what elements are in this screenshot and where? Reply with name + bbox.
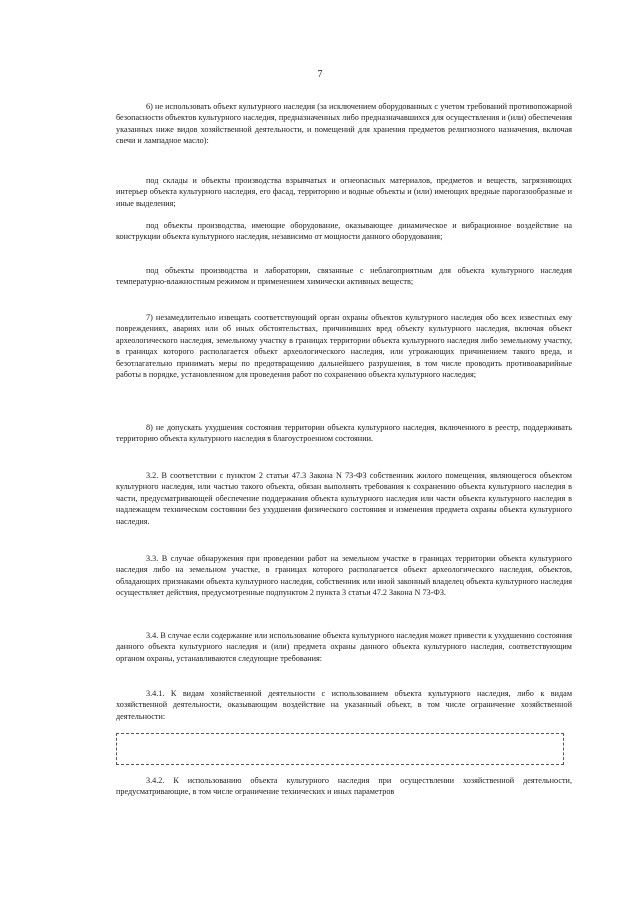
paragraph-7: 7) незамедлительно извещать соответствующий орган охраны объектов культурного наследия обо всех известных ему повреждениях, авариях или об иных обстоятельствах, причинивших вред объекту культурного наследия, включая объект археологического наследия, земельному участку в границах территории объекта культурного наследия либо земельному участку, в границах которого располагается объект археологического наследия, или угрожающих причинением такого вреда, и безотлагательно принимать меры по предотвращению дальнейшего разрушения, в том числе проводить противоаварийные работы в порядке, установленном для проведения работ по сохранению объекта культурного наследия; (116, 313, 572, 380)
paragraph-warehouses: под склады и объекты производства взрывчатых и огнеопасных материалов, предметов и веществ, загрязняющих интерьер объекта культурного наследия, его фасад, территорию и водные объекты и (или) имеющих вредные парогазообразные и иные выделения; (116, 176, 572, 208)
paragraph-production-vibration: под объекты производства, имеющие оборудование, оказывающее динамическое и вибрационное воздействие на конструкции объекта культурного наследия, независимо от мощности данного оборудования; (116, 221, 572, 242)
page-number: 7 (317, 69, 323, 80)
paragraph-6: 6) не использовать объект культурного наследия (за исключением оборудованных с учетом требований противопожарной безопасности объектов культурного наследия, предназначенных либо предназначавшихся для осуществления и (или) обеспечения указанных ниже видов хозяйственной деятельности, и помещений для хранения предметов религиозного назначения, включая свечи и лампадное масло): (116, 102, 572, 146)
paragraph-8: 8) не допускать ухудшения состояния территории объекта культурного наследия, включенного в реестр, поддерживать территорию объекта культурного наследия в благоустроенном состоянии. (116, 423, 572, 444)
paragraph-3-4-1: 3.4.1. К видам хозяйственной деятельности с использованием объекта культурного наследия, либо к видам хозяйственной деятельности, оказывающим воздействие на указанный объект, в том числе ограничение хозяйственной деятельности: (116, 689, 572, 721)
paragraph-3-3: 3.3. В случае обнаружения при проведении работ на земельном участке в границах территории объекта культурного наследия либо на земельном участке, в границах которого располагается объект археологического наследия, объектов, обладающих признаками объекта культурного наследия, собственник или иной законный владелец объекта культурного наследия осуществляет действия, предусмотренные подпунктом 2 пункта 3 статьи 47.2 Закона N 73-ФЗ. (116, 554, 572, 598)
paragraph-laboratories: под объекты производства и лаборатории, связанные с неблагоприятным для объекта культурного наследия температурно-влажностным режимом и применением химически активных веществ; (116, 266, 572, 287)
paragraph-3-4-2: 3.4.2. К использованию объекта культурного наследия при осуществлении хозяйственной деятельности, предусматривающие, в том числе ограничение технических и иных параметров (116, 776, 572, 797)
paragraph-3-4: 3.4. В случае если содержание или использование объекта культурного наследия может привести к ухудшению состояния данного объекта культурного наследия и (или) предмета охраны данного объекта культурного наследия, соответствующим органом охраны, устанавливаются следующие требования: (116, 631, 572, 663)
paragraph-3-2: 3.2. В соответствии с пунктом 2 статьи 47.3 Закона N 73-ФЗ собственник жилого помещения, являющегося объектом культурного наследия, или частью такого объекта, обязан выполнять требования к сохранению объекта культурного наследия в части, предусматривающей обеспечение поддержания объекта культурного наследия или части объекта культурного наследия в надлежащем техническом состоянии без ухудшения физического состояния и изменения предмета охраны объекта культурного наследия. (116, 471, 572, 526)
empty-requirements-box (116, 733, 564, 765)
